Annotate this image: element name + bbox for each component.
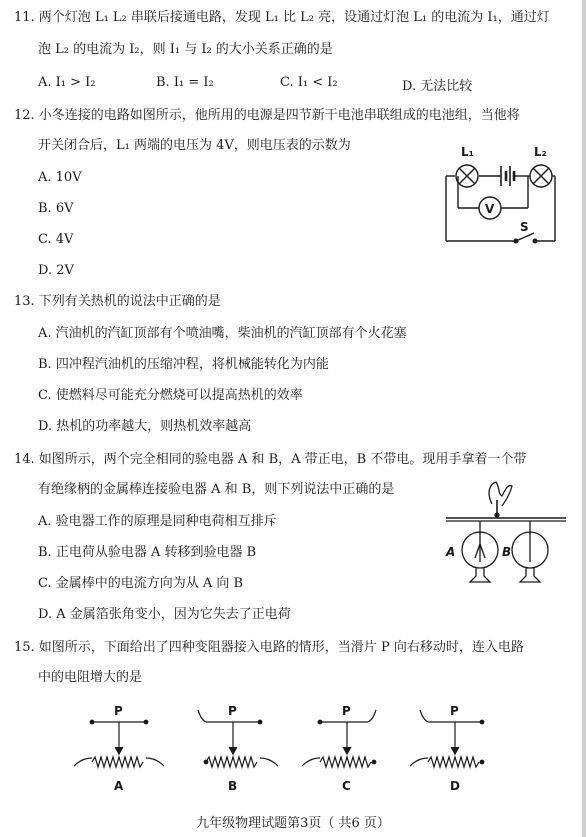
q14-line2: 有绝缘柄的金属棒连接验电器 A 和 B，则下列说法中正确的是	[38, 482, 395, 497]
q14-electroscope-diagram	[442, 478, 572, 590]
q13-line1: 13. 下列有关热机的说法中正确的是	[14, 294, 221, 309]
slider-d-label: P	[450, 704, 459, 718]
q14-option-b: B. 正电荷从验电器 A 转移到验电器 B	[38, 545, 257, 560]
electroscope-b-label: B	[502, 545, 512, 559]
lamp-l1-label: L₁	[461, 145, 474, 159]
page-footer: 九年级物理试题第3页（ 共6 页）	[196, 816, 390, 831]
q11-option-a: A. I₁ > I₂	[38, 75, 96, 90]
q15-rheostat-figures	[62, 702, 538, 802]
slider-c-label: P	[342, 704, 351, 718]
rheostat-b-icon	[198, 710, 278, 767]
voltmeter-label: V	[485, 202, 495, 216]
q15-line1: 15. 如图所示，下面给出了四种变阻器接入电路的情形，当滑片 P 向右移动时，连入电路	[14, 640, 524, 655]
slider-b-label: P	[228, 704, 237, 718]
page-edge	[582, 0, 586, 837]
rheostat-d-icon	[410, 710, 484, 767]
electroscope-a-label: A	[446, 545, 456, 559]
q13-option-b: B. 四冲程汽油机的压缩冲程，将机械能转化为内能	[38, 357, 329, 372]
slider-a-label: P	[114, 704, 123, 718]
figure-d-label: D	[450, 779, 460, 793]
q12-option-c: C. 4V	[38, 232, 74, 247]
q12-option-d: D. 2V	[38, 263, 74, 278]
q11-line2: 泡 L₂ 的电流为 I₂，则 I₁ 与 I₂ 的大小关系正确的是	[38, 42, 333, 57]
q11-option-b: B. I₁ = I₂	[156, 75, 214, 90]
q12-option-b: B. 6V	[38, 201, 74, 216]
q15-line2: 中的电阻增大的是	[38, 670, 143, 685]
switch-label: S	[520, 220, 529, 234]
q13-option-a: A. 汽油机的汽缸顶部有个喷油嘴，柴油机的汽缸顶部有个火花塞	[38, 326, 407, 341]
q13-option-d: D. 热机的功率越大，则热机效率越高	[38, 419, 252, 434]
q14-option-c: C. 金属棒中的电流方向为从 A 向 B	[38, 576, 244, 591]
q12-circuit-diagram	[438, 138, 558, 246]
q12-line2: 开关闭合后，L₁ 两端的电压为 4V，则电压表的示数为	[38, 138, 351, 153]
q11-option-c: C. I₁ < I₂	[280, 75, 338, 90]
q12-option-a: A. 10V	[38, 170, 82, 185]
figure-b-label: B	[228, 779, 238, 793]
q14-option-d: D. A 金属箔张角变小，因为它失去了正电荷	[38, 607, 291, 622]
rheostat-c-icon	[302, 710, 376, 767]
rheostat-a-icon	[74, 720, 164, 767]
figure-a-label: A	[114, 779, 124, 793]
figure-c-label: C	[342, 779, 351, 793]
q14-option-a: A. 验电器工作的原理是同种电荷相互排斥	[38, 514, 277, 529]
q13-option-c: C. 使燃料尽可能充分燃烧可以提高热机的效率	[38, 388, 303, 403]
q14-line1: 14. 如图所示，两个完全相同的验电器 A 和 B，A 带正电，B 不带电。现用手拿着一个带	[14, 452, 527, 467]
q11-line1: 11. 两个灯泡 L₁ L₂ 串联后接通电路，发现 L₁ 比 L₂ 亮，设通过灯泡 L₁ 的电流为 I₁，通过灯	[14, 10, 550, 25]
lamp-l2-label: L₂	[534, 145, 547, 159]
q11-option-d: D. 无法比较	[402, 79, 473, 94]
q12-line1: 12. 小冬连接的电路如图所示，他所用的电源是四节新干电池串联组成的电池组，当他将	[14, 108, 520, 123]
hand-icon	[489, 482, 512, 506]
